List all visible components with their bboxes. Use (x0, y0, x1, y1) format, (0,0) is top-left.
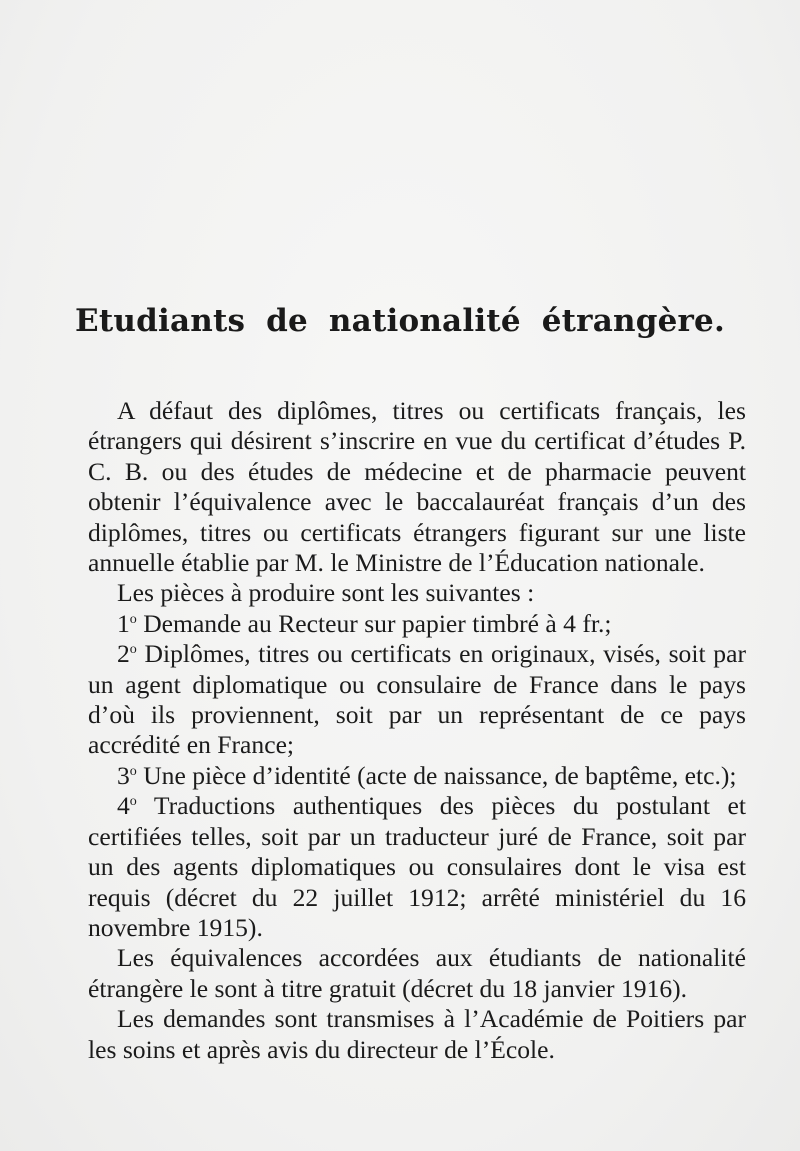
page-title: Etudiants de nationalité étrangère. (75, 302, 725, 339)
item-number-ordinal: o (129, 794, 137, 810)
paragraph-intro (88, 396, 746, 578)
paragraph-demandes (88, 1004, 746, 1065)
item-number: 1 (117, 608, 130, 638)
paragraph-text: Demande au Recteur sur papier timbré à 4 fr.; (136, 608, 612, 638)
paragraph-text: Diplômes, titres ou certificats en originaux, visés, soit par un agent diplomatique ou consulaire de France dans le pays d’où ils proviennent, soit par un représentant de ce pays accrédité en France; (88, 639, 746, 760)
paragraph-text: A défaut des diplômes, titres ou certificats français, les étrangers qui désirent s’inscrire en vue du certificat d’études P. C. B. ou des études de médecine et de pharmacie peuvent obtenir l’équivalence avec le baccalauréat français d’un des diplômes, titres ou certificats étrangers figurant sur une liste annuelle établie par M. le Ministre de l’Éducation nationale. (88, 396, 746, 578)
list-item-4 (88, 791, 746, 943)
paragraph-text: Traductions authentiques des pièces du postulant et certifiées telles, soit par un traducteur juré de France, soit par un des agents diplomatiques ou consulaires dont le visa est requis (décret du 22 juillet 1912; arrêté ministériel du 16 novembre 1915). (88, 791, 746, 942)
item-number: 2 (117, 639, 130, 669)
item-number-ordinal: o (129, 763, 137, 779)
paragraph-text: Une pièce d’identité (acte de naissance, de baptême, etc.); (136, 760, 737, 790)
list-item-2 (88, 639, 746, 761)
item-number: 4 (117, 791, 130, 821)
paragraph-equivalences (88, 943, 746, 1004)
document-body (88, 396, 746, 1065)
item-number: 3 (117, 760, 130, 790)
paragraph-text: Les demandes sont transmises à l’Académie de Poitiers par les soins et après avis du directeur de l’École. (88, 1004, 746, 1064)
list-item-3 (88, 761, 746, 791)
paragraph-list-intro (88, 578, 746, 608)
list-item-1 (88, 609, 746, 639)
item-number-ordinal: o (129, 642, 137, 658)
paragraph-text: Les équivalences accordées aux étudiants de nationalité étrangère le sont à titre gratuit (décret du 18 janvier 1916). (88, 943, 746, 1003)
paragraph-text: Les pièces à produire sont les suivantes : (117, 578, 535, 608)
item-number-ordinal: o (129, 611, 137, 627)
